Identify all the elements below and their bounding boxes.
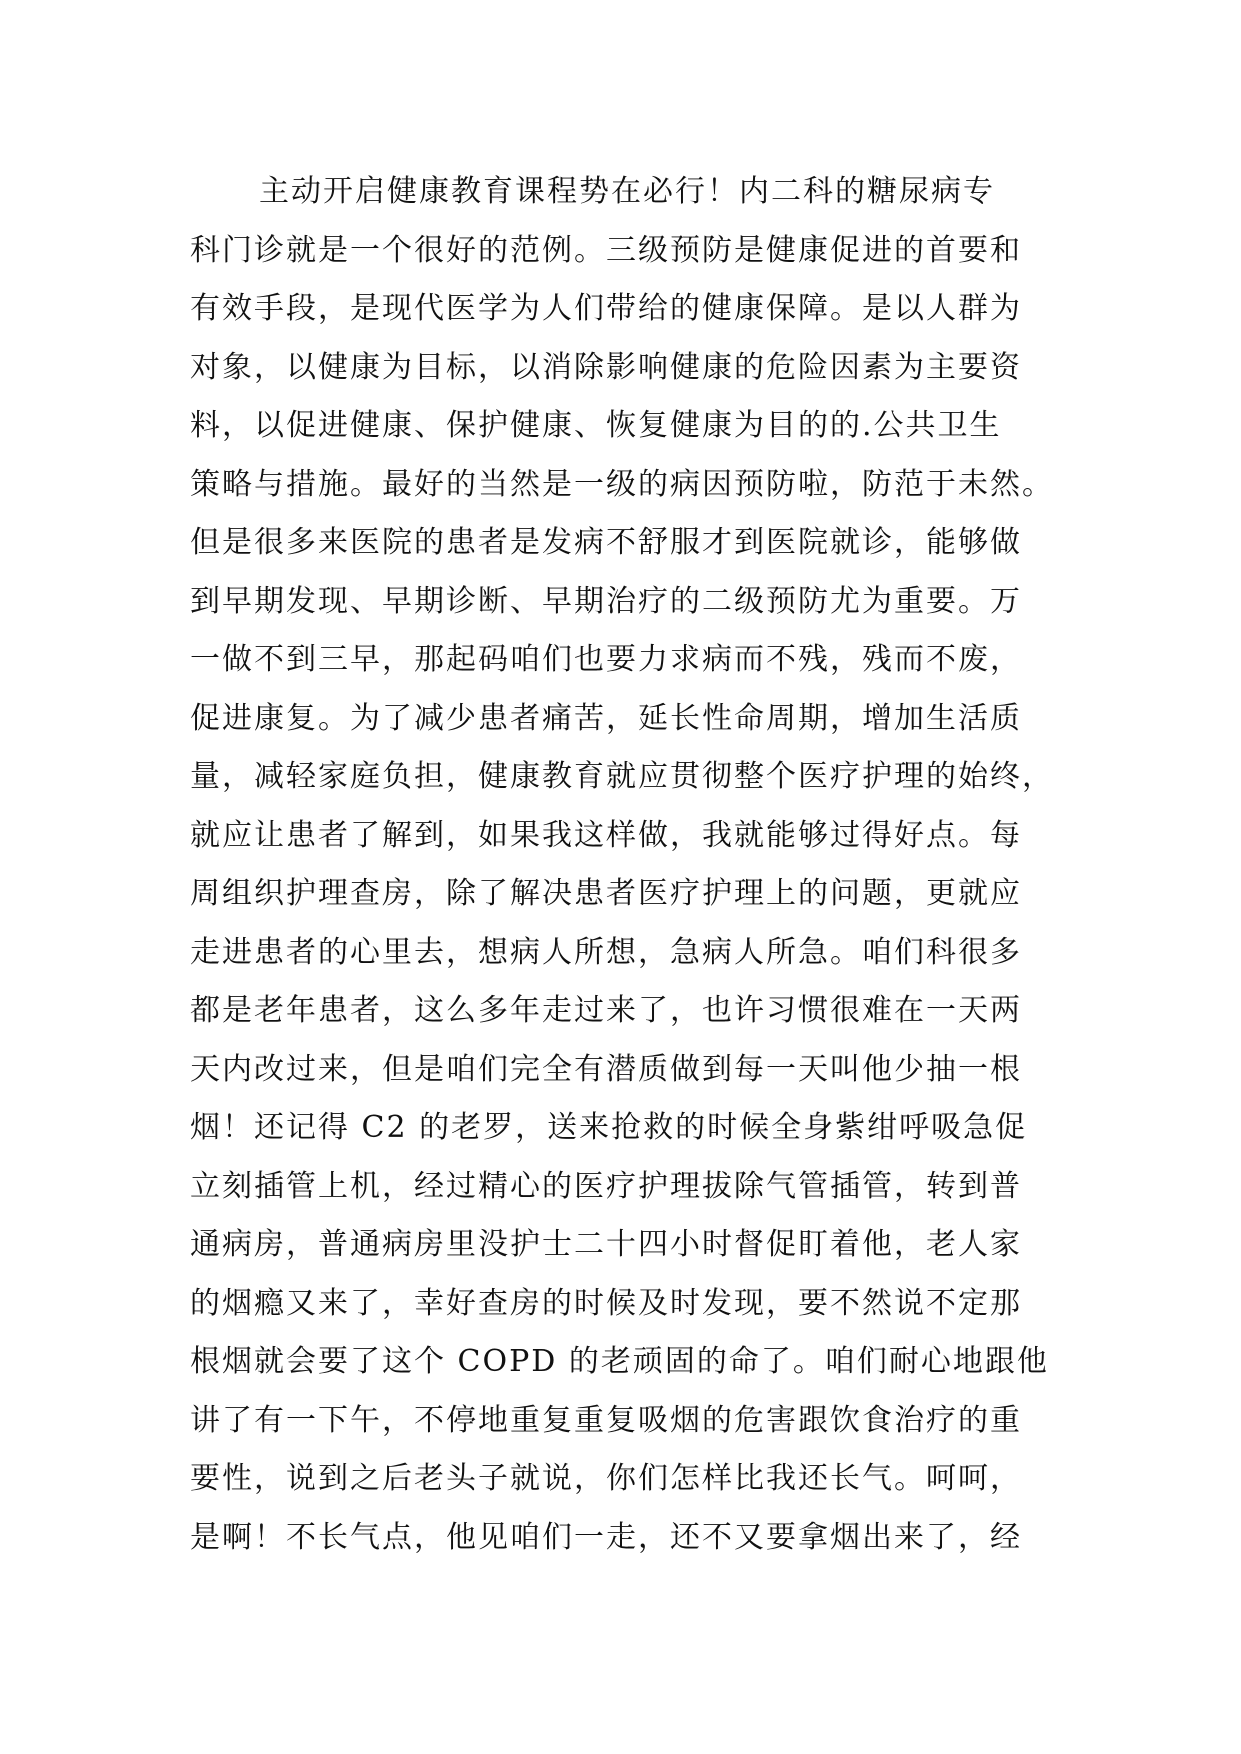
text-line: 科门诊就是一个很好的范例。三级预防是健康促进的首要和 xyxy=(190,232,1022,268)
text-line: 策略与措施。最好的当然是一级的病因预防啦，防范于未然。 xyxy=(190,466,1054,502)
text-line: 但是很多来医院的患者是发病不舒服才到医院就诊，能够做 xyxy=(190,525,1022,560)
text-line: 天内改过来，但是咱们完全有潜质做到每一天叫他少抽一根 xyxy=(190,1051,1022,1087)
text-line: 量，减轻家庭负担，健康教育就应贯彻整个医疗护理的始终， xyxy=(190,759,1054,794)
text-line: 的烟瘾又来了，幸好查房的时候及时发现，要不然说不定那 xyxy=(190,1285,1022,1321)
text-line: 通病房，普通病房里没护士二十四小时督促盯着他，老人家 xyxy=(190,1227,1022,1262)
text-line: 都是老年患者，这么多年走过来了，也许习惯很难在一天两 xyxy=(190,993,1022,1028)
text-line: 根烟就会要了这个 COPD 的老顽固的命了。咱们耐心地跟他 xyxy=(190,1344,1049,1379)
text-line: 就应让患者了解到，如果我这样做，我就能够过得好点。每 xyxy=(190,817,1022,853)
text-line: 有效手段，是现代医学为人们带给的健康保障。是以人群为 xyxy=(190,291,1022,326)
text-line: 到早期发现、早期诊断、早期治疗的二级预防尤为重要。万 xyxy=(190,583,1022,619)
text-line: 是啊！不长气点，他见咱们一走，还不又要拿烟出来了，经 xyxy=(190,1519,1022,1555)
text-line: 走进患者的心里去，想病人所想，急病人所急。咱们科很多 xyxy=(190,934,1022,970)
text-line: 对象，以健康为目标，以消除影响健康的危险因素为主要资 xyxy=(190,349,1022,385)
text-line: 要性，说到之后老头子就说，你们怎样比我还长气。呵呵， xyxy=(190,1461,1022,1496)
text-line: 立刻插管上机，经过精心的医疗护理拔除气管插管，转到普 xyxy=(190,1168,1022,1204)
text-line: 烟！还记得 C2 的老罗，送来抢救的时候全身紫绀呼吸急促 xyxy=(190,1110,1028,1145)
text-line: 讲了有一下午，不停地重复重复吸烟的危害跟饮食治疗的重 xyxy=(190,1402,1022,1438)
text-line: 主动开启健康教育课程势在必行！内二科的糖尿病专 xyxy=(259,174,995,209)
text-line: 料，以促进健康、保护健康、恢复健康为目的的.公共卫生 xyxy=(190,408,1002,443)
text-line: 周组织护理查房，除了解决患者医疗护理上的问题，更就应 xyxy=(190,876,1022,911)
text-line: 一做不到三早，那起码咱们也要力求病而不残，残而不废， xyxy=(190,642,1022,677)
body-paragraph xyxy=(190,163,1070,1567)
text-line: 促进康复。为了减少患者痛苦，延长性命周期，增加生活质 xyxy=(190,700,1022,736)
